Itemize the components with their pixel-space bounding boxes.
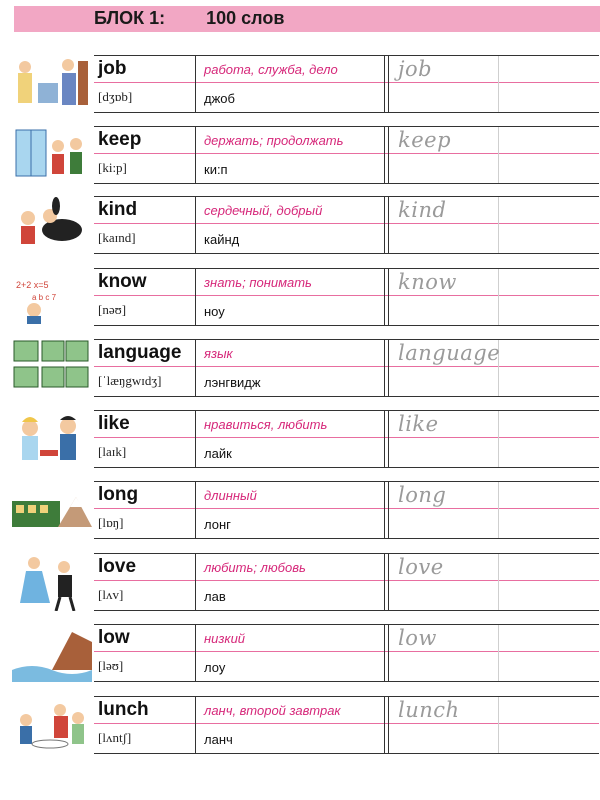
column-divider	[384, 340, 385, 396]
transcription: [kaɪnd]	[98, 230, 136, 245]
guide-line	[94, 366, 599, 367]
column-divider	[498, 625, 499, 681]
column-divider	[195, 625, 196, 681]
column-divider	[384, 411, 385, 467]
handwriting-sample: low	[398, 626, 437, 650]
long-illustration	[12, 479, 92, 539]
russian-translation: работа, служба, дело	[204, 62, 338, 77]
column-divider	[195, 197, 196, 253]
word-row-language	[0, 339, 600, 397]
transcription: [ləʊ]	[98, 658, 124, 673]
column-divider	[498, 197, 499, 253]
guide-line	[94, 651, 599, 652]
column-divider	[384, 625, 385, 681]
russian-reading: ланч	[204, 732, 233, 747]
handwriting-sample: keep	[398, 128, 452, 152]
column-divider	[388, 411, 389, 467]
column-divider	[195, 56, 196, 112]
russian-translation: низкий	[204, 631, 246, 646]
word-row-lunch	[0, 696, 600, 754]
guide-line	[94, 437, 599, 438]
handwriting-sample: job	[398, 57, 433, 81]
english-word: long	[98, 484, 139, 505]
word-card	[94, 410, 599, 468]
english-word: job	[98, 58, 127, 79]
column-divider	[388, 197, 389, 253]
english-word: like	[98, 413, 130, 434]
column-divider	[498, 127, 499, 183]
column-divider	[388, 340, 389, 396]
low-illustration	[12, 622, 92, 682]
column-divider	[384, 269, 385, 325]
svg-text:a b c 7: a b c 7	[32, 293, 57, 302]
keep-illustration	[12, 124, 92, 184]
job-illustration	[12, 53, 92, 113]
handwriting-sample: love	[398, 555, 444, 579]
column-divider	[384, 482, 385, 538]
word-card	[94, 624, 599, 682]
column-divider	[388, 554, 389, 610]
column-divider	[195, 340, 196, 396]
word-card	[94, 339, 599, 397]
english-word: language	[98, 342, 182, 363]
column-divider	[384, 697, 385, 753]
column-divider	[195, 554, 196, 610]
word-card	[94, 196, 599, 254]
guide-line	[94, 508, 599, 509]
russian-translation: ланч, второй завтрак	[204, 703, 341, 718]
russian-reading: лайк	[204, 446, 232, 461]
language-illustration	[12, 337, 92, 397]
column-divider	[498, 554, 499, 610]
russian-translation: нравиться, любить	[204, 417, 328, 432]
kind-illustration	[12, 194, 92, 254]
column-divider	[498, 482, 499, 538]
guide-line	[94, 153, 599, 154]
column-divider	[384, 127, 385, 183]
column-divider	[384, 554, 385, 610]
russian-reading: ки:п	[204, 162, 228, 177]
guide-line	[94, 295, 599, 296]
english-word: kind	[98, 199, 138, 220]
word-row-long	[0, 481, 600, 539]
column-divider	[498, 269, 499, 325]
handwriting-sample: know	[398, 270, 457, 294]
transcription: [laɪk]	[98, 444, 127, 459]
transcription: [lʌv]	[98, 587, 124, 602]
word-row-like	[0, 410, 600, 468]
english-word: know	[98, 271, 147, 292]
word-row-kind	[0, 196, 600, 254]
english-word: lunch	[98, 699, 149, 720]
word-card	[94, 553, 599, 611]
word-row-job	[0, 55, 600, 113]
column-divider	[388, 625, 389, 681]
love-illustration	[12, 551, 92, 611]
word-card	[94, 126, 599, 184]
column-divider	[498, 56, 499, 112]
column-divider	[388, 697, 389, 753]
transcription: [nəʊ]	[98, 302, 127, 317]
russian-translation: держать; продолжать	[204, 133, 344, 148]
column-divider	[195, 697, 196, 753]
column-divider	[195, 127, 196, 183]
russian-reading: ноу	[204, 304, 225, 319]
handwriting-sample: language	[398, 341, 501, 365]
word-card	[94, 268, 599, 326]
handwriting-sample: long	[398, 483, 447, 507]
word-card	[94, 55, 599, 113]
russian-reading: кайнд	[204, 232, 240, 247]
english-word: low	[98, 627, 130, 648]
transcription: [ki:p]	[98, 160, 127, 175]
word-row-know	[0, 268, 600, 326]
russian-reading: лэнгвидж	[204, 375, 261, 390]
russian-translation: знать; понимать	[204, 275, 312, 290]
word-count-label: 100 слов	[206, 8, 285, 28]
column-divider	[388, 56, 389, 112]
russian-translation: любить; любовь	[204, 560, 306, 575]
column-divider	[195, 269, 196, 325]
russian-reading: лав	[204, 589, 226, 604]
russian-reading: джоб	[204, 91, 235, 106]
column-divider	[388, 269, 389, 325]
guide-line	[94, 223, 599, 224]
column-divider	[195, 482, 196, 538]
transcription: [dʒɒb]	[98, 89, 133, 104]
russian-reading: лонг	[204, 517, 231, 532]
svg-text:2+2 x=5: 2+2 x=5	[16, 280, 49, 290]
column-divider	[498, 411, 499, 467]
guide-line	[94, 82, 599, 83]
column-divider	[388, 127, 389, 183]
column-divider	[384, 197, 385, 253]
guide-line	[94, 580, 599, 581]
column-divider	[384, 56, 385, 112]
column-divider	[388, 482, 389, 538]
know-illustration	[12, 266, 92, 326]
english-word: keep	[98, 129, 142, 150]
transcription: [ˈlæŋgwɪdʒ]	[98, 373, 162, 388]
block-label: БЛОК 1:	[94, 8, 166, 28]
column-divider	[195, 411, 196, 467]
handwriting-sample: kind	[398, 198, 447, 222]
like-illustration	[12, 408, 92, 468]
russian-translation: длинный	[204, 488, 257, 503]
lunch-illustration	[12, 694, 92, 754]
column-divider	[498, 697, 499, 753]
handwriting-sample: lunch	[398, 698, 460, 722]
word-card	[94, 696, 599, 754]
russian-translation: сердечный, добрый	[204, 203, 323, 218]
transcription: [lɒŋ]	[98, 515, 124, 530]
word-card	[94, 481, 599, 539]
word-row-keep	[0, 126, 600, 184]
word-row-low	[0, 624, 600, 682]
russian-reading: лоу	[204, 660, 226, 675]
transcription: [lʌntʃ]	[98, 730, 132, 745]
russian-translation: язык	[204, 346, 233, 361]
word-row-love	[0, 553, 600, 611]
english-word: love	[98, 556, 137, 577]
handwriting-sample: like	[398, 412, 439, 436]
guide-line	[94, 723, 599, 724]
